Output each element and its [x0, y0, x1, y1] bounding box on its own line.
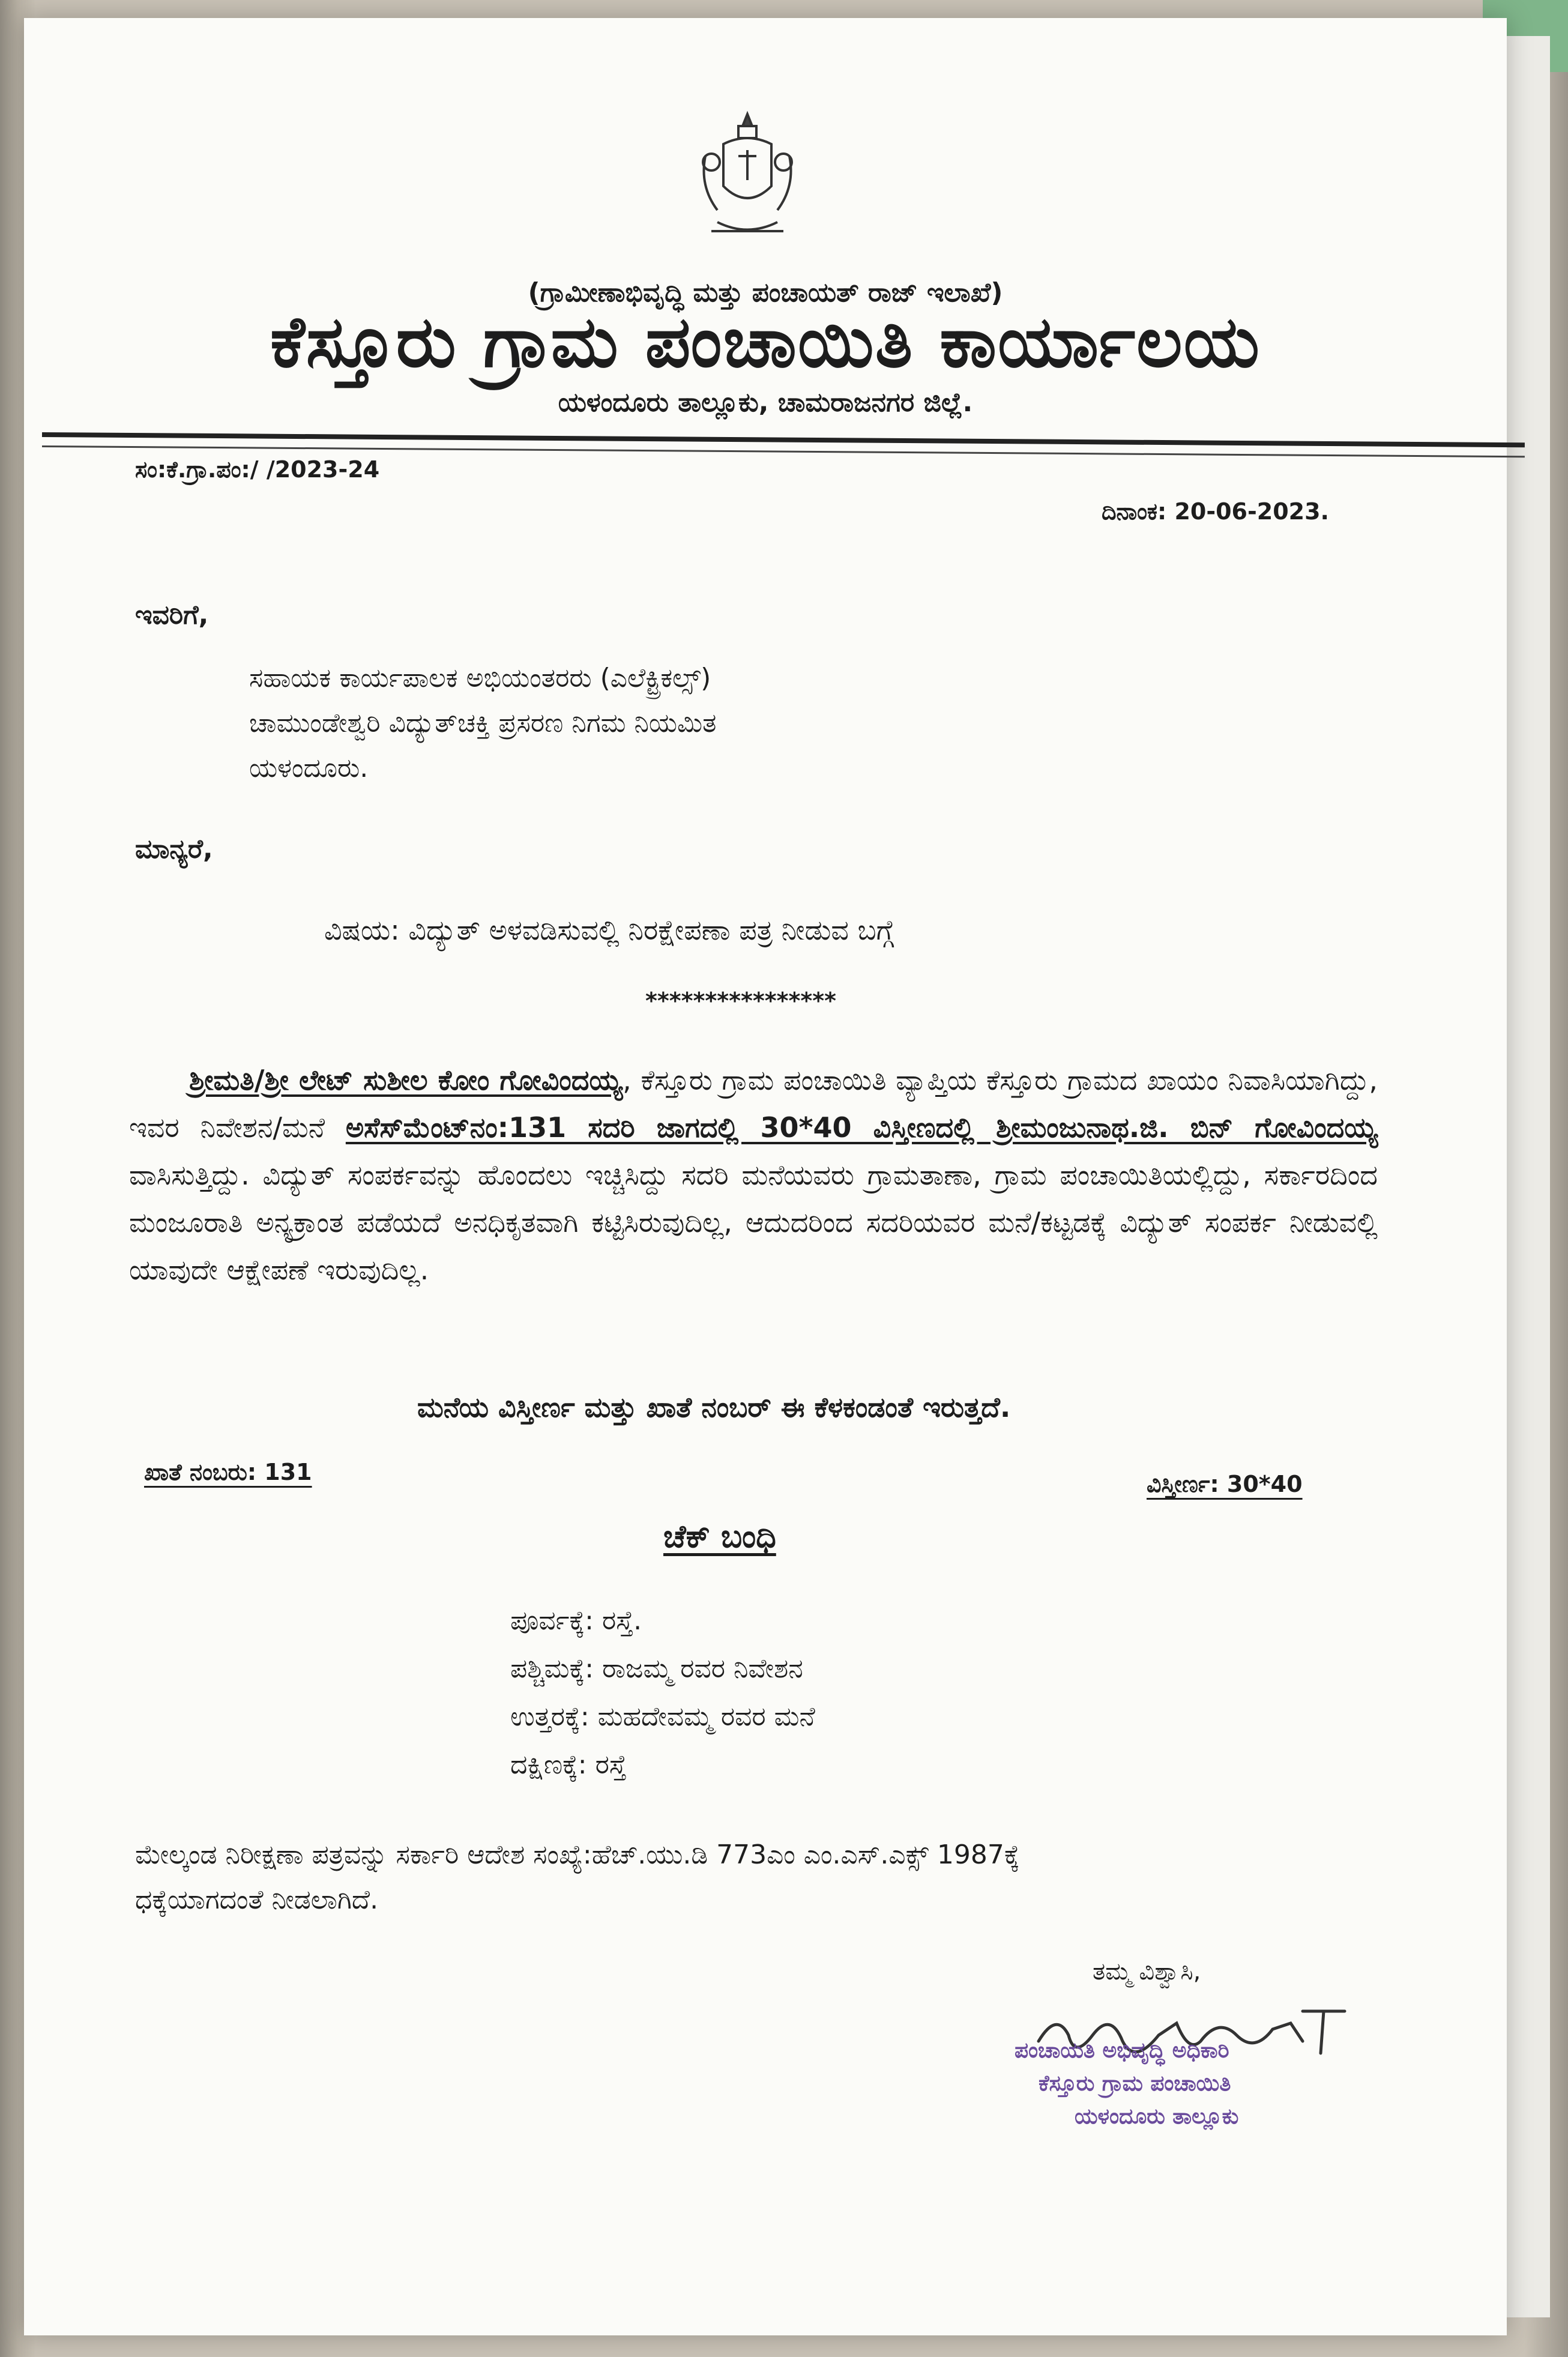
office-address: ಯಳಂದೂರು ತಾಲ್ಲೂಕು, ಚಾಮರಾಜನಗರ ಜಿಲ್ಲೆ.: [558, 387, 973, 418]
yours-faithfully: ತಮ್ಮ ವಿಶ್ವಾಸಿ,: [1093, 1958, 1201, 1985]
khata-number: ಖಾತೆ ನಂಬರು: 131: [144, 1459, 312, 1485]
applicant-name: ಶ್ರೀಮತಿ/ಶ್ರೀ ಲೇಟ್ ಸುಶೀಲ ಕೋಂ ಗೋವಿಂದಯ್ಯ: [189, 1064, 623, 1096]
boundary-south: ದಕ್ಷಿಣಕ್ಕೆ: ರಸ್ತೆ: [510, 1749, 627, 1780]
boundary-east: ಪೂರ್ವಕ್ಕೆ: ರಸ್ತೆ.: [510, 1605, 642, 1636]
boundary-north: ಉತ್ತರಕ್ಕೆ: ಮಹದೇವಮ್ಮ ರವರ ಮನೆ: [510, 1701, 815, 1732]
closing-line-2: ಧಕ್ಕೆಯಾಗದಂತೆ ನೀಡಲಾಗಿದೆ.: [135, 1885, 379, 1915]
body-text-2: ವಾಸಿಸುತ್ತಿದ್ದು. ವಿದ್ಯುತ್ ಸಂಪರ್ಕವನ್ನು ಹೊಂದಲು ಇಚ್ಚಿಸಿದ್ದು ಸದರಿ ಮನೆಯವರು ಗ್ರಾಮತಾಣಾ, ಗ್ರಾಮ ಪಂಚಾಯಿತಿಯಲ್ಲಿದ್ದು, ಸರ್ಕಾರದಿಂದ ಮಂಜೂರಾತಿ ಅನ್ಯಕ್ರಾಂತ ಪಡೆಯದೆ ಅನಧಿಕೃತವಾಗಿ ಕಟ್ಟಿಸಿರುವುದಿಲ್ಲ, ಆದುದರಿಂದ ಸದರಿಯವರ ಮನೆ/ಕಟ್ಟಡಕ್ಕೆ ವಿದ್ಯುತ್ ಸಂಪರ್ಕ ನೀಡುವಲ್ಲಿ ಯಾವುದೇ ಆಕ್ಷೇಪಣೆ ಇರುವುದಿಲ್ಲ.: [129, 1159, 1378, 1286]
department-line: (ಗ್ರಾಮೀಣಾಭಿವೃದ್ಧಿ ಮತ್ತು ಪಂಚಾಯತ್ ರಾಜ್ ಇಲಾಖೆ): [528, 277, 1003, 308]
boundary-west: ಪಶ್ಚಿಮಕ್ಕೆ: ರಾಜಮ್ಮ ರವರ ನಿವೇಶನ: [510, 1653, 803, 1684]
plot-area: ವಿಸ್ತೀರ್ಣ: 30*40: [1147, 1471, 1303, 1497]
assessment-details: ಅಸೆಸ್‌ಮೆಂಟ್‌ನಂ:131 ಸದರಿ ಜಾಗದಲ್ಲಿ 30*40 ವಿಸ್ತೀಣದಲ್ಲಿ ಶ್ರೀಮಂಜುನಾಥ.ಜಿ. ಬಿನ್ ಗೋವಿಂದಯ್ಯ: [345, 1111, 1378, 1144]
header-rule: [42, 432, 1525, 447]
office-title: ಕೆಸ್ತೂರು ಗ್ರಾಮ ಪಂಚಾಯಿತಿ ಕಾರ್ಯಾಲಯ: [270, 300, 1261, 383]
to-label: ಇವರಿಗೆ,: [135, 600, 209, 630]
salutation: ಮಾನ್ಯರೆ,: [135, 834, 213, 865]
recipient-line-2: ಚಾಮುಂಡೇಶ್ವರಿ ವಿದ್ಯುತ್‌ಚಕ್ತಿ ಪ್ರಸರಣ ನಿಗಮ ನಿಯಮಿತ: [249, 708, 717, 738]
subject-line: ವಿಷಯ: ವಿದ್ಯುತ್ ಅಳವಡಿಸುವಲ್ಲಿ ನಿರಕ್ಷೇಪಣಾ ಪತ್ರ ನೀಡುವ ಬಗ್ಗೆ: [324, 914, 894, 946]
boundary-title: ಚೆಕ್ ಬಂಧಿ: [663, 1519, 776, 1555]
body-text-1: , ಕೆಸ್ತೂರು ಗ್ರಾಮ ಪಂಚಾಯಿತಿ ವ್ಯಾಪ್ತಿಯ ಕೆಸ್ತೂರು ಗ್ರಾಮದ ಖಾಯಂ ನಿವಾಸಿಯಾಗಿದ್ದು, ಇವರ ನಿವೇಶನ/ಮನೆ: [129, 1064, 1378, 1144]
closing-line-1: ಮೇಲ್ಕಂಡ ನಿರೀಕ್ಷಣಾ ಪತ್ರವನ್ನು ಸರ್ಕಾರಿ ಆದೇಶ ಸಂಖ್ಯೆ:ಹೆಚ್.ಯು.ಡಿ 773ಎಂ ಎಂ.ಎಸ್.ಎಕ್ಸ್ 1987ಕ್ಕೆ: [135, 1839, 1020, 1870]
house-details-line: ಮನೆಯ ವಿಸ್ತೀರ್ಣ ಮತ್ತು ಖಾತೆ ನಂಬರ್ ಈ ಕೆಳಕಂಡಂತೆ ಇರುತ್ತದೆ.: [417, 1391, 1011, 1423]
stamp-line-1: ಪಂಚಾಯತಿ ಅಭಿವೃದ್ಧಿ ಅಧಿಕಾರಿ: [1015, 2038, 1229, 2063]
recipient-line-3: ಯಳಂದೂರು.: [249, 753, 369, 783]
recipient-line-1: ಸಹಾಯಕ ಕಾರ್ಯಪಾಲಕ ಅಭಿಯಂತರರು (ಎಲೆಕ್ಟ್ರಿಕಲ್ಸ್): [249, 663, 711, 693]
letter-date: ದಿನಾಂಕ: 20-06-2023.: [1102, 498, 1329, 525]
stamp-line-2: ಕೆಸ್ತೂರು ಗ್ರಾಮ ಪಂಚಾಯಿತಿ: [1039, 2071, 1231, 2096]
stamp-line-3: ಯಳಂದೂರು ತಾಲ್ಲೂಕು: [1075, 2104, 1239, 2129]
state-emblem-icon: [687, 108, 807, 252]
reference-number: ಸಂ:ಕೆ.ಗ್ರಾ.ಪಂ:/ /2023-24: [135, 456, 380, 483]
body-paragraph: [129, 1057, 1378, 1294]
letter-page: [24, 18, 1507, 2335]
separator-stars: ****************: [645, 988, 836, 1014]
